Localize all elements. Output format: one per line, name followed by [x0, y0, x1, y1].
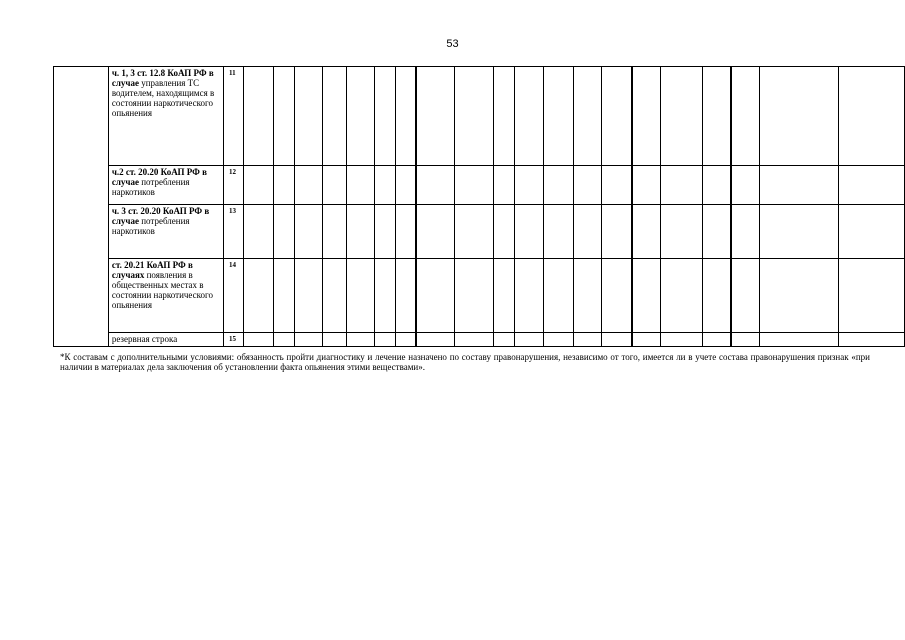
data-cell — [395, 205, 416, 259]
table-row — [54, 333, 905, 347]
data-cell — [703, 333, 731, 347]
data-cell — [375, 166, 396, 205]
data-cell — [323, 259, 347, 333]
row-label — [108, 67, 223, 166]
data-cell — [273, 205, 294, 259]
data-cell — [602, 333, 632, 347]
data-cell — [243, 333, 273, 347]
footnote: *К составам с дополнительными условиями: обязанность пройти диагностику и лечение назначено по составу правонарушения, независимо от того, имеется ли в учете состава правонарушения признак «при наличии в материалах дела заключения об установлении факта опьянения этими веществами». — [60, 352, 870, 372]
row-label-text: потребления наркотиков — [111, 216, 190, 236]
data-cell — [416, 259, 454, 333]
data-cell — [573, 333, 601, 347]
data-cell — [760, 67, 838, 166]
data-cell — [294, 67, 322, 166]
statistics-table — [53, 66, 905, 347]
data-cell — [375, 205, 396, 259]
row-number: 12 — [223, 166, 243, 205]
table-row — [54, 259, 905, 333]
table-row — [54, 166, 905, 205]
data-cell — [375, 259, 396, 333]
data-cell — [573, 67, 601, 166]
data-cell — [346, 259, 374, 333]
data-cell — [760, 333, 838, 347]
table-row — [54, 205, 905, 259]
row-number: 15 — [223, 333, 243, 347]
row-label — [108, 259, 223, 333]
data-cell — [416, 166, 454, 205]
data-cell — [515, 205, 543, 259]
data-cell — [543, 333, 573, 347]
data-cell — [838, 259, 904, 333]
data-cell — [573, 166, 601, 205]
data-cell — [346, 205, 374, 259]
data-cell — [243, 205, 273, 259]
row-label — [108, 166, 223, 205]
data-cell — [494, 166, 515, 205]
data-cell — [494, 259, 515, 333]
data-cell — [543, 259, 573, 333]
data-cell — [660, 205, 703, 259]
data-cell — [515, 166, 543, 205]
data-cell — [660, 67, 703, 166]
data-cell — [760, 166, 838, 205]
data-cell — [454, 166, 494, 205]
data-cell — [294, 205, 322, 259]
data-cell — [632, 67, 660, 166]
data-cell — [273, 67, 294, 166]
data-cell — [515, 67, 543, 166]
data-cell — [703, 166, 731, 205]
data-cell — [294, 166, 322, 205]
data-cell — [416, 333, 454, 347]
data-cell — [632, 333, 660, 347]
row-label-text: появления в общественных местах в состоянии наркотического опьянения — [111, 270, 214, 310]
data-cell — [602, 259, 632, 333]
data-cell — [375, 67, 396, 166]
data-cell — [660, 166, 703, 205]
data-cell — [731, 205, 759, 259]
data-cell — [703, 67, 731, 166]
data-cell — [602, 205, 632, 259]
data-cell — [731, 67, 759, 166]
row-label-bold: ч. 1, 3 ст. 12.8 КоАП РФ в случае — [111, 68, 214, 88]
row-label-bold: ст. 20.21 КоАП РФ в случаях — [111, 260, 193, 280]
data-cell — [395, 259, 416, 333]
data-cell — [703, 205, 731, 259]
data-cell — [543, 166, 573, 205]
data-cell — [323, 333, 347, 347]
data-cell — [573, 205, 601, 259]
data-cell — [454, 259, 494, 333]
data-cell — [731, 333, 759, 347]
data-cell — [395, 166, 416, 205]
data-cell — [760, 259, 838, 333]
data-cell — [838, 333, 904, 347]
data-cell — [543, 205, 573, 259]
row-label-bold: ч.2 ст. 20.20 КоАП РФ в случае — [111, 167, 207, 187]
data-cell — [494, 205, 515, 259]
data-cell — [632, 259, 660, 333]
data-cell — [273, 166, 294, 205]
data-cell — [602, 166, 632, 205]
data-cell — [454, 67, 494, 166]
data-cell — [346, 166, 374, 205]
row-label-text: потребления наркотиков — [111, 177, 190, 197]
data-cell — [660, 259, 703, 333]
data-cell — [323, 205, 347, 259]
row-label-text: управления ТС водителем, находящимся в состоянии наркотического опьянения — [111, 78, 215, 118]
data-cell — [660, 333, 703, 347]
data-cell — [323, 67, 347, 166]
row-number: 14 — [223, 259, 243, 333]
data-cell — [731, 259, 759, 333]
data-cell — [632, 205, 660, 259]
data-cell — [273, 333, 294, 347]
data-cell — [838, 166, 904, 205]
row-label-text: резервная строка — [111, 334, 178, 344]
data-cell — [632, 166, 660, 205]
data-cell — [515, 333, 543, 347]
data-cell — [243, 259, 273, 333]
data-cell — [494, 67, 515, 166]
data-cell — [346, 67, 374, 166]
row-number: 11 — [223, 67, 243, 166]
data-cell — [454, 333, 494, 347]
data-cell — [294, 333, 322, 347]
row-label — [108, 205, 223, 259]
data-cell — [515, 259, 543, 333]
table-row — [54, 67, 905, 166]
data-cell — [731, 166, 759, 205]
data-cell — [395, 333, 416, 347]
data-cell — [346, 333, 374, 347]
data-cell — [494, 333, 515, 347]
data-cell — [543, 67, 573, 166]
row-label — [108, 333, 223, 347]
row-number: 13 — [223, 205, 243, 259]
data-cell — [294, 259, 322, 333]
data-cell — [273, 259, 294, 333]
data-cell — [416, 205, 454, 259]
data-cell — [703, 259, 731, 333]
data-cell — [573, 259, 601, 333]
data-cell — [395, 67, 416, 166]
data-cell — [602, 67, 632, 166]
page-number: 53 — [446, 38, 459, 50]
row-label-bold: ч. 3 ст. 20.20 КоАП РФ в случае — [111, 206, 210, 226]
data-cell — [454, 205, 494, 259]
group-cell — [54, 67, 109, 347]
data-cell — [243, 67, 273, 166]
data-cell — [760, 205, 838, 259]
data-cell — [323, 166, 347, 205]
data-cell — [375, 333, 396, 347]
data-cell — [243, 166, 273, 205]
data-cell — [416, 67, 454, 166]
data-cell — [838, 67, 904, 166]
data-cell — [838, 205, 904, 259]
